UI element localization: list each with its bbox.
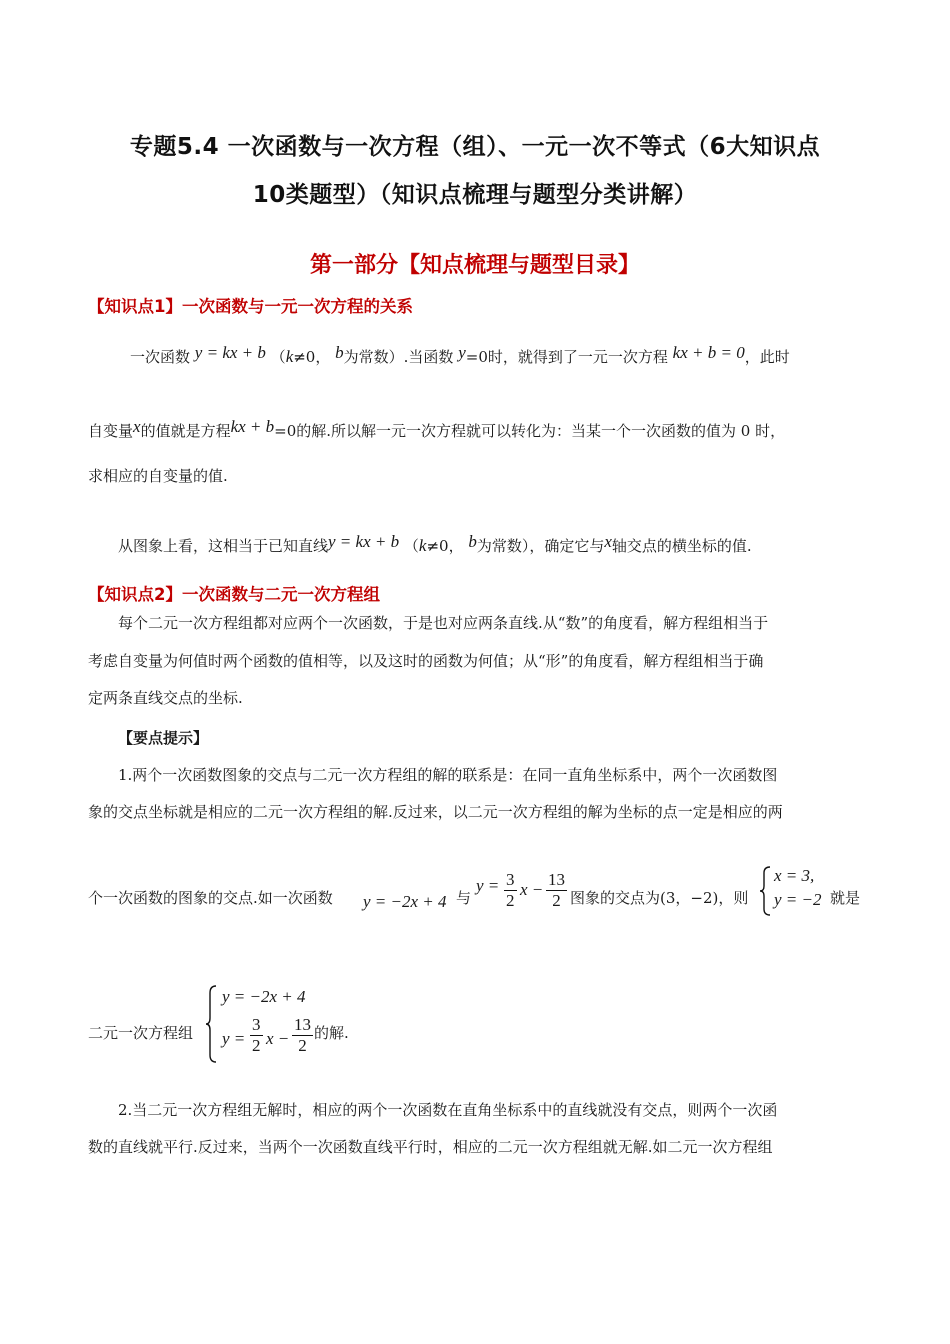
tip1-line3: 个一次函数的图象的交点.如一次函数 y = −2x + 4 与 y = $\frac{3}{2}$ x − $\frac{13}{2}$ 图象的交点为(3，−2)，则 x = 3, y = −2 就是 [88, 870, 888, 930]
kp2-paragraph-line1: 每个二元一次方程组都对应两个一次函数，于是也对应两条直线.从“数”的角度看，解方程组相当于 [118, 614, 769, 632]
kp2-paragraph-line3: 定两条直线交点的坐标. [88, 689, 243, 707]
tip2-line1: 2.当二元一次方程组无解时，相应的两个一次函数在直角坐标系中的直线就没有交点，则两个一次函 [118, 1101, 778, 1119]
tip1-line1: 1.两个一次函数图象的交点与二元一次方程组的解的联系是：在同一直角坐标系中，两个一次函数图 [118, 766, 778, 784]
kp1-paragraph-line3: 求相应的自变量的值. [88, 467, 228, 485]
fraction-3-over-2: $\frac{3}{2}$ [252, 1015, 261, 1055]
left-brace-icon [206, 985, 218, 1063]
kp2-paragraph-line2: 考虑自变量为何值时两个函数的值相等，以及这时的函数为何值；从“形”的角度看，解方程组相当于确 [88, 652, 764, 670]
system-equations: y = −2x + 4 y = $\frac{3}{2}$ x − $\frac{13}{2}$ [206, 985, 346, 1063]
tip1-line4: 二元一次方程组 y = −2x + 4 y = $\frac{3}{2}$ x − $\frac{13}{2}$ 的解. [88, 985, 888, 1065]
kp1-paragraph-line4: 从图象上看，这相当于已知直线y = kx + b （k≠0， b为常数），确定它与x轴交点的横坐标的值. [118, 532, 752, 555]
left-brace-icon [760, 866, 772, 916]
system-solution: x = 3, y = −2 [760, 866, 830, 916]
fraction-13-over-2: $\frac{13}{2}$ [548, 870, 565, 910]
kp1-paragraph-line1: 一次函数 y = kx + b （k≠0， b为常数）.当函数 y=0时，就得到了一元一次方程 kx + b = 0，此时 [130, 343, 790, 366]
tips-heading: 【要点提示】 [118, 729, 209, 747]
kp2-heading: 【知识点2】一次函数与二元一次方程组 [88, 585, 380, 604]
tip2-line2: 数的直线就平行.反过来，当两个一次函数直线平行时，相应的二元一次方程组就无解.如二元一次方程组 [88, 1138, 773, 1156]
document-title-line1: 专题5.4 一次函数与一次方程（组）、一元一次不等式（6大知识点 [129, 134, 821, 160]
fraction-3-over-2: $\frac{3}{2}$ [506, 870, 515, 910]
kp1-heading: 【知识点1】一次函数与一元一次方程的关系 [88, 297, 413, 316]
tip1-line2: 象的交点坐标就是相应的二元一次方程组的解.反过来，以二元一次方程组的解为坐标的点一定是相应的两 [88, 803, 783, 821]
fraction-13-over-2: $\frac{13}{2}$ [294, 1015, 311, 1055]
document-title-line2: 10类题型）（知识点梳理与题型分类讲解） [252, 182, 698, 208]
part-heading: 第一部分【知点梳理与题型目录】 [309, 253, 640, 278]
kp1-paragraph-line2: 自变量x的值就是方程kx + b=0的解.所以解一元一次方程就可以转化为：当某一个一次函数的值为 0 时， [88, 417, 786, 440]
